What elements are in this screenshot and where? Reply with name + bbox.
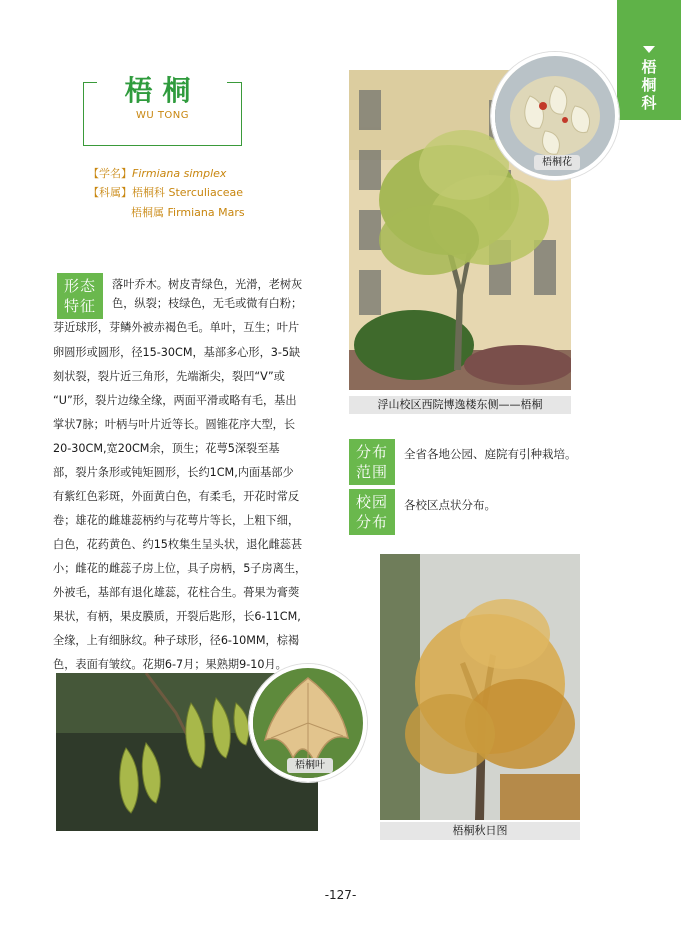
morphology-line: 落叶乔木。树皮青绿色，光滑，老树灰	[112, 278, 303, 291]
morphology-line: 色，表面有皱纹。花期6-7月；果熟期9-10月。	[53, 658, 287, 671]
morphology-line: 刻状裂，裂片近三角形，先端渐尖，裂凹“V”或	[53, 370, 285, 383]
leaf-photo-caption: 梧桐叶	[287, 758, 333, 773]
title-frame	[83, 74, 242, 146]
morphology-line: “U”形，裂片边缘全缘，两面平滑或略有毛，基出	[53, 394, 297, 407]
morphology-line: 掌状7脉；叶柄与叶片近等长。圆锥花序大型，长	[53, 418, 296, 431]
morphology-line: 卵圆形或圆形，径15-30CM，基部多心形，3-5缺	[53, 346, 301, 359]
distribution-text: 全省各地公园、庭院有引种栽培。	[404, 447, 577, 461]
autumn-photo-caption: 梧桐秋日图	[380, 822, 580, 840]
morphology-line: 20-30CM,宽20CM余，顶生；花萼5深裂至基	[53, 442, 280, 455]
scientific-name: 【学名】Firmiana simplex	[88, 167, 227, 180]
triangle-down-icon	[643, 46, 655, 53]
morphology-line: 色，纵裂；枝绿色，无毛或微有白粉；	[112, 297, 303, 310]
campus-label: 校园 分布	[349, 489, 395, 535]
page-number: -127-	[324, 888, 357, 902]
section-tab-label: 梧桐科	[641, 58, 657, 112]
title-chinese: 梧桐	[124, 74, 201, 107]
morphology-line: 有紫红色彩斑，外面黄白色，有柔毛，开花时常反	[53, 490, 300, 503]
family-genus: 【科属】梧桐科 Sterculiaceae	[88, 186, 244, 199]
morphology-line: 白色，花药黄色、约15枚集生呈头状，退化雌蕊甚	[53, 538, 303, 551]
morphology-line: 全缘，上有细脉纹。种子球形，径6-10MM，棕褐	[53, 634, 300, 647]
autumn-photo	[380, 554, 580, 820]
morphology-label: 形态 特征	[57, 273, 103, 319]
flower-photo-caption: 梧桐花	[534, 155, 580, 170]
morphology-line: 部，裂片条形或钝矩圆形，长约1CM,内面基部少	[53, 466, 294, 479]
genus: 梧桐属 Firmiana Mars	[131, 206, 245, 219]
distribution-label: 分布 范围	[349, 439, 395, 485]
morphology-line: 芽近球形，芽鳞外被赤褐色毛。单叶，互生；叶片	[53, 321, 300, 334]
title-pinyin: WU TONG	[135, 110, 190, 121]
campus-text: 各校区点状分布。	[404, 498, 496, 512]
morphology-line: 外被毛，基部有退化雄蕊，花柱合生。蓇果为膏葖	[53, 586, 300, 599]
morphology-line: 果状，有柄，果皮膜质，开裂后匙形，长6-11CM,	[53, 610, 301, 623]
tree-photo-caption: 浮山校区西院博逸楼东侧——梧桐	[349, 396, 571, 414]
section-tab	[617, 0, 681, 120]
morphology-line: 小；雌花的雌蕊子房上位，具子房柄，5子房离生，	[53, 562, 307, 575]
morphology-line: 卷；雄花的雌雄蕊柄约与花萼片等长，上粗下细，	[53, 514, 300, 527]
